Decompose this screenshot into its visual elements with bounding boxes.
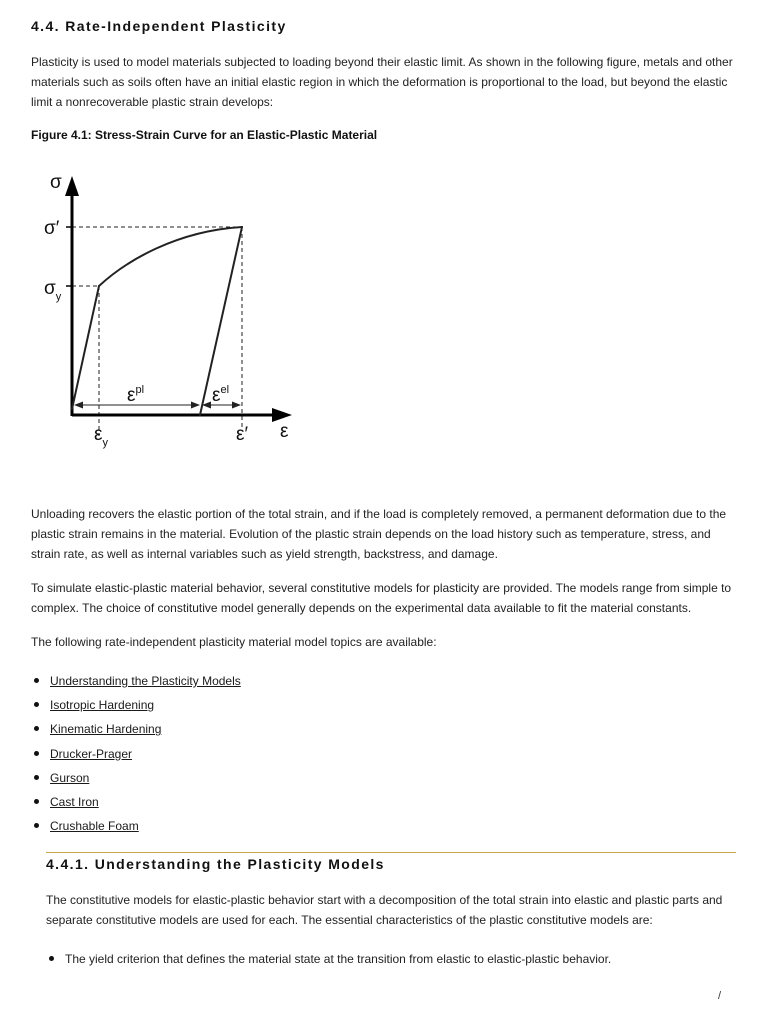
topic-link-kinematic-hardening[interactable]: Kinematic Hardening [50, 722, 162, 737]
eps-el-label: $\varepsilon^{el}$ [212, 384, 230, 406]
eps-pl-arrow-right [191, 402, 200, 409]
plastic-hardening-curve [99, 227, 242, 286]
topic-link-crushable-foam[interactable]: Crushable Foam [50, 819, 139, 834]
list-item [31, 720, 241, 744]
topic-link-isotropic-hardening[interactable]: Isotropic Hardening [50, 698, 155, 713]
sigma-axis-label: σ [50, 172, 62, 193]
eps-axis-label: ε [280, 421, 289, 442]
topic-link-gurson[interactable]: Gurson [50, 770, 90, 785]
list-item: The yield criterion that defines the material state at the transition from elastic to elastic-plastic behavior. [46, 950, 611, 968]
eps-prime-label: ε′ [236, 424, 249, 445]
simulate-paragraph: To simulate elastic-plastic material behavior, several constitutive models for plasticity are provided. The models range from simple to complex. The choice of constitutive model generally depends on the experimental data available to fit the material constants. [31, 581, 732, 615]
figure-caption: Figure 4.1: Stress-Strain Curve for an Elastic-Plastic Material [31, 128, 378, 142]
stress-strain-figure [36, 166, 306, 456]
subsection-paragraph: The constitutive models for elastic-plastic behavior start with a decomposition of the total strain into elastic and plastic parts and separate constitutive models are used for each. The essential characteristics of the plastic constitutive models are: [46, 893, 723, 927]
topic-link-cast-iron[interactable]: Cast Iron [50, 794, 99, 809]
y-axis-arrow [65, 176, 79, 196]
sigma-prime-label: σ′ [44, 218, 60, 239]
eps-pl-arrow-left [74, 402, 83, 409]
topics-list [31, 672, 241, 841]
subsection-divider [46, 852, 736, 853]
list-item [31, 769, 241, 793]
intro-paragraph: Plasticity is used to model materials subjected to loading beyond their elastic limit. As shown in the following figure, metals and other materials such as soils often have an initial elastic region in which the deformation is proportional to the load, but beyond the elastic limit a nonrecoverable plastic strain develops: [31, 55, 733, 109]
sigma-y-label: $\sigma_y$ [44, 278, 62, 303]
characteristics-list [46, 950, 611, 968]
topics-intro-paragraph: The following rate-independent plasticity material model topics are available: [31, 635, 437, 649]
list-item [31, 745, 241, 769]
subsection-title: 4.4.1. Understanding the Plasticity Models [46, 856, 385, 872]
list-item [31, 817, 241, 841]
x-axis-arrow [272, 408, 292, 422]
list-item [31, 793, 241, 817]
section-title: 4.4. Rate-Independent Plasticity [31, 18, 287, 34]
topic-link-drucker-prager[interactable]: Drucker-Prager [50, 746, 133, 761]
topic-link-understanding[interactable]: Understanding the Plasticity Models [50, 674, 241, 688]
eps-el-arrow-right [232, 402, 241, 409]
list-item [31, 672, 241, 696]
elastic-loading-line [72, 286, 99, 409]
unloading-paragraph: Unloading recovers the elastic portion of the total strain, and if the load is completely removed, a permanent deformation due to the plastic strain remains in the material. Evolution of the plastic strain depends on the load history such as temperature, stress, and strain rate, as well as internal variables such as yield strength, backstress, and damage. [31, 507, 727, 561]
eps-pl-label: $\varepsilon^{pl}$ [127, 384, 145, 406]
eps-y-label: $\varepsilon_y$ [94, 424, 108, 449]
page-marker: / [718, 990, 722, 1002]
list-item [31, 696, 241, 720]
